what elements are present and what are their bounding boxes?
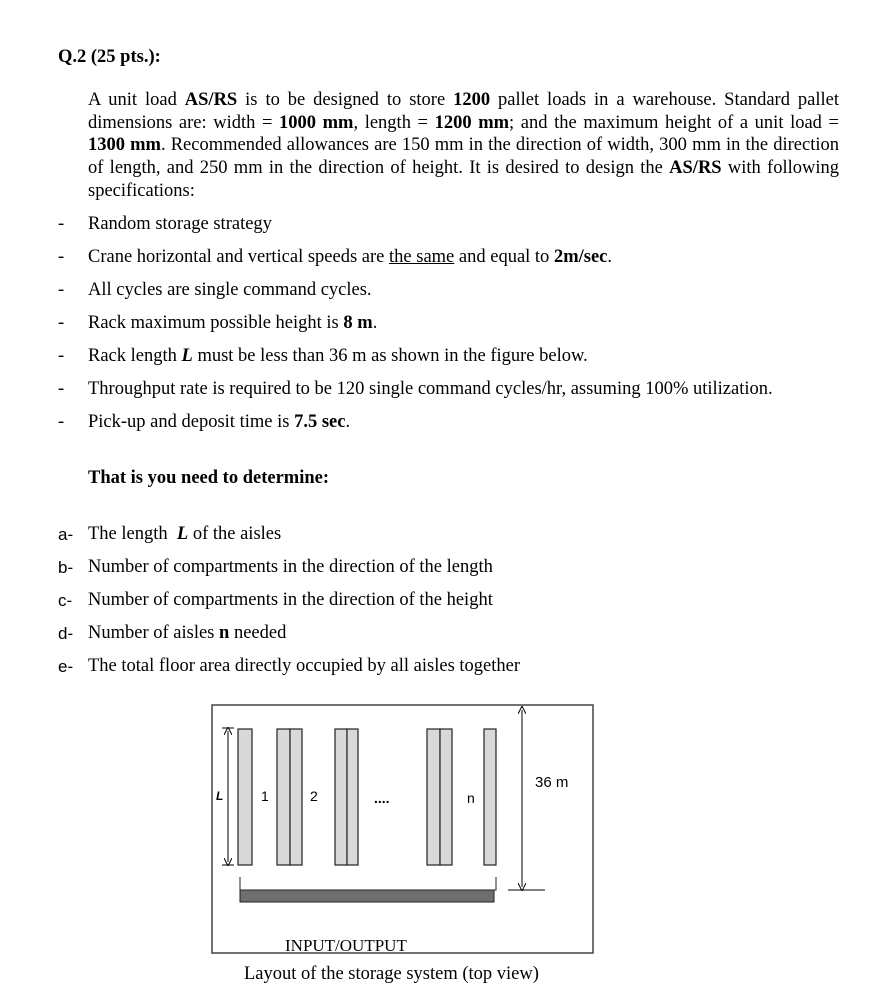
rack — [335, 729, 347, 865]
input-output-label: INPUT/OUTPUT — [285, 936, 407, 955]
text: Crane horizontal and vertical speeds are — [88, 247, 390, 267]
text-bold: 1200 — [453, 90, 491, 110]
aisle-label-n: n — [467, 790, 475, 806]
text-bold: AS/RS — [184, 90, 238, 110]
rack — [290, 729, 302, 865]
text: . Recommended allowances are 150 mm in the direction of width, 300 mm in the direction of length, and 250 mm in the direction of height. It is desired to design the — [88, 135, 839, 179]
rack — [440, 729, 452, 865]
task-text: Number of compartments in the direction of the height — [88, 590, 493, 610]
task-letter: e- — [58, 657, 74, 676]
aisle-label-2: 2 — [310, 788, 318, 804]
text-bold: 1000 mm — [279, 112, 354, 133]
determine-heading: That is you need to determine: — [88, 468, 329, 488]
aisle-label-1: 1 — [261, 788, 269, 804]
spec-text: Throughput rate is required to be 120 single command cycles/hr, assuming 100% utilization. — [88, 379, 773, 399]
task-text: The total floor area directly occupied by all aisles together — [88, 656, 521, 676]
figure-frame — [212, 705, 593, 953]
bullet-dash: - — [58, 346, 65, 366]
text: of the aisles — [188, 524, 282, 544]
text-bold-italic: L — [181, 346, 193, 366]
bullet-dash: - — [58, 214, 65, 234]
spec-text: Random storage strategy — [88, 214, 272, 234]
text: needed — [229, 623, 287, 643]
rack — [484, 729, 496, 865]
text-bold: 7.5 sec — [294, 412, 346, 432]
text-bold: 2m/sec — [553, 247, 608, 267]
question-title: Q.2 (25 pts.): — [58, 47, 161, 67]
text: . — [372, 313, 378, 333]
bullet-dash: - — [58, 247, 65, 267]
task-letter: d- — [58, 624, 74, 643]
text: Rack maximum possible height is — [88, 313, 344, 333]
conveyor-bracket — [240, 877, 496, 890]
text-bold-italic: L — [176, 524, 189, 544]
task-text: Number of compartments in the direction of the length — [88, 557, 493, 577]
text-bold: AS/RS — [669, 158, 722, 179]
text: Rack length — [88, 346, 182, 366]
text-bold: 8 m — [343, 313, 373, 333]
text: The length — [88, 524, 177, 544]
task-letter: c- — [58, 591, 73, 610]
text-bold: n — [219, 623, 230, 643]
text: is to be designed to store — [237, 90, 454, 110]
task-letter: a- — [58, 525, 74, 544]
text: , length = — [353, 112, 435, 133]
aisle-ellipsis: .... — [374, 790, 390, 806]
text-underlined: the same — [389, 247, 455, 267]
figure-caption: Layout of the storage system (top view) — [244, 964, 539, 984]
spec-text: All cycles are single command cycles. — [88, 280, 372, 300]
label-L: L — [216, 789, 224, 803]
input-output-conveyor — [240, 890, 494, 902]
bullet-dash: - — [58, 412, 65, 432]
text: ; and the maximum height of a unit load = — [509, 112, 839, 133]
text: with following specifications: — [88, 158, 839, 201]
text: must be less than 36 m as shown in the figure below. — [192, 346, 588, 366]
text: A unit load — [88, 90, 185, 110]
dimension-label-36m: 36 m — [535, 774, 569, 791]
bullet-dash: - — [58, 280, 65, 300]
text-bold: 1200 mm — [434, 112, 510, 133]
rack — [347, 729, 358, 865]
bullet-dash: - — [58, 379, 65, 399]
task-letter: b- — [58, 558, 74, 577]
bullet-dash: - — [58, 313, 65, 333]
text: . — [345, 412, 351, 432]
text: pallet loads in a warehouse. Standard pallet dimensions are: width = — [88, 90, 839, 133]
text: . — [607, 247, 612, 267]
text: Number of aisles — [88, 623, 220, 643]
text: and equal to — [454, 247, 554, 267]
rack — [277, 729, 290, 865]
rack — [238, 729, 252, 865]
text-bold: 1300 mm — [88, 135, 161, 156]
text: Pick-up and deposit time is — [88, 412, 295, 432]
rack — [427, 729, 440, 865]
